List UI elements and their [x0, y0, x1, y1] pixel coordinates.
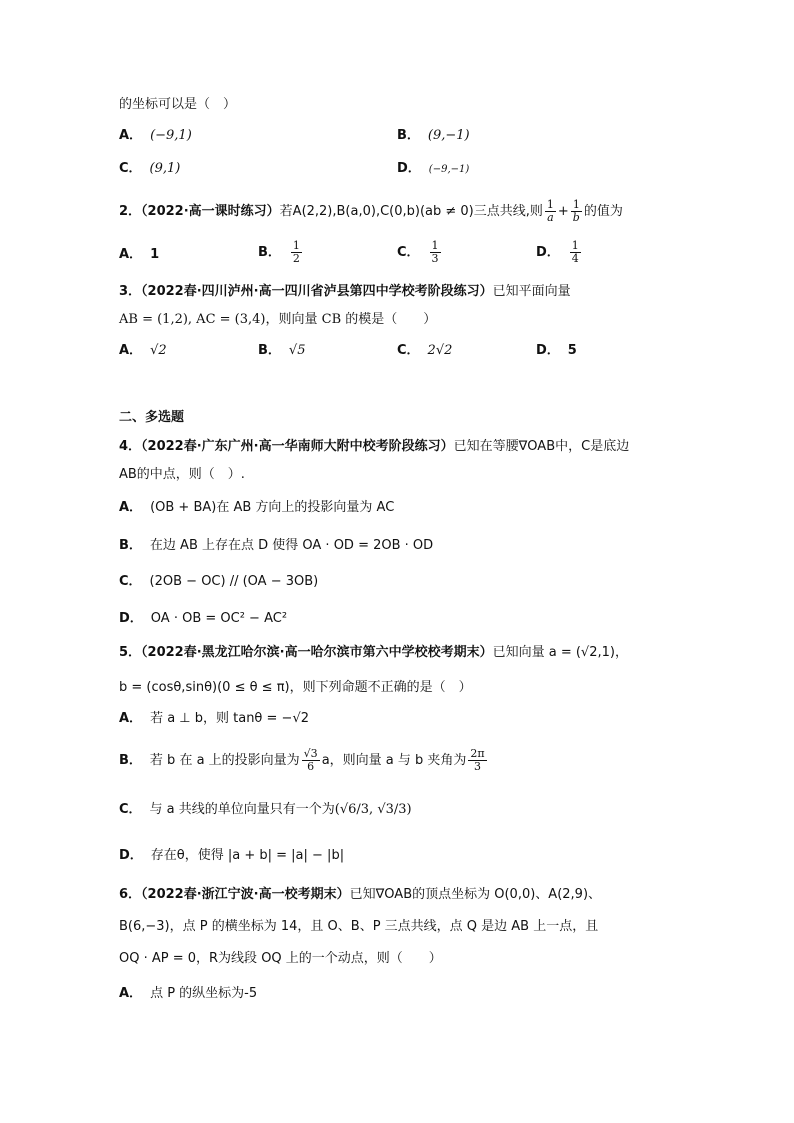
q2-fraction-2: $\frac{1}{b}$: [572, 198, 580, 224]
intro-line: 的坐标可以是（ ）: [119, 97, 237, 112]
q1-option-b: B． (9,−1): [397, 128, 470, 143]
q2-option-b: B． $\frac{1}{2}$: [258, 239, 300, 265]
question-3: 3．（2022春·四川泸州·高一四川省泸县第四中学校考阶段练习）已知平面向量: [119, 284, 571, 299]
q4-option-a: A． (OB + BA)在 AB 方向上的投影向量为 AC: [119, 500, 395, 515]
q5-option-d: D． 存在θ，使得 |a + b| = |a| − |b|: [119, 848, 345, 863]
question-5: 5．（2022春·黑龙江哈尔滨·高一哈尔滨市第六中学校校考期末）已知向量 a = (√2,1)，: [119, 645, 628, 660]
question-5-line-2: b = (cosθ,sinθ)(0 ≤ θ ≤ π)，则下列命题不正确的是（ ）: [119, 680, 472, 695]
q3-option-d: D． 5: [536, 343, 577, 358]
q2-option-c: C． $\frac{1}{3}$: [397, 239, 439, 265]
question-2: 2．（2022·高一课时练习）若A(2,2),B(a,0),C(0,b)(ab ≠ 0)三点共线,则 $\frac{1}{a}$ + $\frac{1}{b}$ 的值为: [119, 198, 623, 224]
q6-option-a: A． 点 P 的纵坐标为-5: [119, 986, 258, 1001]
q4-option-d: D． OA · OB = OC² − AC²: [119, 611, 288, 626]
q1-option-d: D． (−9,−1): [397, 161, 470, 176]
q3-option-c: C． 2√2: [397, 343, 453, 358]
q1-option-c: C． (9,1): [119, 161, 181, 176]
question-3-line-2: AB = (1,2), AC = (3,4)，则向量 CB 的模是（ ）: [119, 312, 437, 327]
question-4: 4．（2022春·广东广州·高一华南师大附中校考阶段练习）已知在等腰∇OAB中，C是底边: [119, 439, 630, 454]
section-title-multiple-choice: 二、多选题: [119, 410, 185, 425]
q5-option-a: A． 若 a ⊥ b，则 tanθ = −√2: [119, 711, 309, 726]
question-6-line-3: OQ · AP = 0，R为线段 OQ 上的一个动点，则（ ）: [119, 951, 442, 966]
q1-option-a: A． (−9,1): [119, 128, 192, 143]
q3-option-b: B． √5: [258, 343, 306, 358]
q5-option-b: B． 若 b 在 a 上的投影向量为 $\frac{√3}{6}$ a，则向量 a 与 b 夹角为 $\frac{2\pi}{3}$: [119, 747, 485, 773]
q4-option-c: C． (2OB − OC) // (OA − 3OB): [119, 574, 319, 589]
q4-option-b: B． 在边 AB 上存在点 D 使得 OA · OD = 2OB · OD: [119, 538, 434, 553]
q5-option-c: C． 与 a 共线的单位向量只有一个为(√6/3, √3/3): [119, 802, 412, 817]
q3-option-a: A． √2: [119, 343, 167, 358]
q2-option-d: D． $\frac{1}{4}$: [536, 239, 579, 265]
q2-fraction-1: $\frac{1}{a}$: [546, 198, 554, 224]
question-6: 6．（2022春·浙江宁波·高一校考期末）已知∇OAB的顶点坐标为 O(0,0)、A(2,9)、: [119, 887, 602, 902]
q2-option-a: A． 1: [119, 247, 160, 262]
question-4-line-2: AB的中点，则（ ）.: [119, 467, 245, 482]
question-6-line-2: B(6,−3)，点 P 的横坐标为 14，且 O、B、P 三点共线，点 Q 是边 AB 上一点，且: [119, 919, 599, 934]
